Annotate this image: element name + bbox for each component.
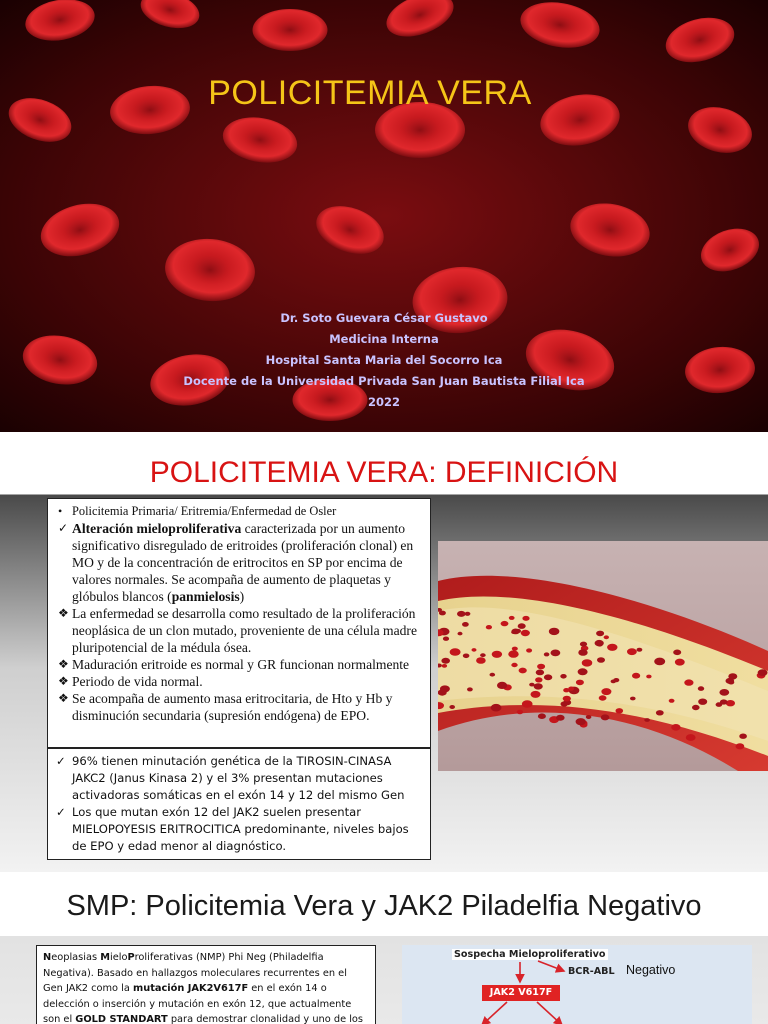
- vessel-cell-icon: [458, 632, 463, 636]
- vessel-cell-icon: [561, 701, 568, 706]
- list-item: ✓ Los que mutan exón 12 del JAK2 suelen presentar MIELOPOYESIS ERITROCITICA predominante, niveles bajos de EPO y edad menor al diagnóstico.: [56, 805, 409, 853]
- author-credits: [0, 308, 768, 413]
- vessel-cell-icon: [492, 651, 502, 658]
- list-item: • Policitemia Primaria/ Eritremia/Enfermedad de Osler: [58, 504, 337, 518]
- red-blood-cell-icon: [219, 112, 301, 168]
- vessel-cell-icon: [544, 674, 552, 680]
- definition-text-box: [47, 498, 431, 748]
- vessel-cell-icon: [671, 724, 680, 731]
- red-blood-cell-icon: [162, 235, 257, 305]
- vessel-cell-icon: [607, 644, 617, 651]
- red-blood-cell-icon: [310, 197, 391, 262]
- diamond-bullet-icon: ❖: [58, 657, 69, 671]
- list-item: ✓ Alteración mieloproliferativa caracterizada por un aumento significativo disregulado de eritroides (proliferación clonal) en MO y de la concentración de eritrocitos en SP por encima de valores normales. Se acompaña de aumento de plaquetas y glóbulos blancos (panmielosis): [58, 521, 414, 604]
- vessel-cell-icon: [604, 635, 609, 639]
- vessel-cell-icon: [438, 690, 447, 696]
- vessel-cell-icon: [476, 657, 486, 664]
- vessel-cell-icon: [511, 663, 517, 667]
- vessel-cell-icon: [515, 629, 521, 633]
- vessel-cell-icon: [441, 658, 450, 664]
- vessel-cell-icon: [646, 675, 651, 679]
- red-blood-cell-icon: [22, 0, 98, 46]
- diamond-bullet-icon: ❖: [58, 691, 69, 705]
- vessel-cell-icon: [586, 715, 592, 719]
- vessel-cell-icon: [522, 616, 529, 621]
- vessel-cell-icon: [758, 669, 768, 676]
- vessel-cell-icon: [526, 648, 532, 652]
- year: 2022: [367, 395, 400, 409]
- vessel-cell-icon: [549, 628, 560, 635]
- vessel-cell-icon: [486, 625, 492, 629]
- vessel-cell-icon: [616, 708, 624, 713]
- vessel-cell-icon: [463, 654, 470, 659]
- vessel-cell-icon: [719, 689, 729, 696]
- diamond-bullet-icon: ❖: [58, 606, 69, 620]
- red-blood-cell-icon: [566, 197, 654, 262]
- flow-node-suspect: Sospecha Mieloproliferativo: [454, 949, 606, 960]
- vessel-cell-icon: [578, 649, 587, 656]
- vessel-cell-icon: [467, 687, 473, 691]
- vessel-cell-icon: [596, 631, 604, 637]
- vessel-cell-icon: [675, 659, 685, 666]
- vessel-cell-icon: [669, 699, 675, 703]
- hospital: Hospital Santa Maria del Socorro Ica: [265, 353, 503, 367]
- vessel-cell-icon: [728, 673, 737, 679]
- vessel-cell-icon: [497, 682, 507, 689]
- vessel-cell-icon: [576, 718, 586, 725]
- vessel-cell-icon: [578, 668, 588, 675]
- vessel-cell-icon: [521, 630, 530, 636]
- checkmark-icon: ✓: [58, 521, 69, 535]
- vessel-cell-icon: [512, 647, 518, 651]
- vessel-cell-icon: [517, 710, 523, 715]
- vessel-cell-icon: [439, 611, 446, 616]
- vessel-cell-icon: [673, 650, 681, 656]
- vessel-cell-icon: [544, 652, 550, 656]
- vessel-cell-icon: [450, 648, 461, 656]
- vessel-cell-icon: [597, 657, 605, 663]
- vessel-cell-icon: [508, 650, 518, 657]
- vessel-cell-icon: [449, 705, 455, 709]
- slide-title: SMP: Policitemia Vera y JAK2 Piladelfia Negativo: [66, 890, 702, 922]
- diagnostic-flowchart: [402, 945, 752, 1024]
- vessel-cell-icon: [462, 622, 469, 627]
- vessel-cell-icon: [654, 658, 665, 666]
- list-item: ❖ Se acompaña de aumento masa eritrocitaria, de Hto y Hb y disminución secundaria (supresión endógena) de EPO.: [58, 691, 393, 723]
- vessel-cell-icon: [535, 677, 542, 682]
- red-blood-cell-icon: [517, 0, 603, 54]
- vessel-cell-icon: [601, 714, 610, 720]
- vessel-cell-icon: [522, 700, 533, 708]
- arrow-right-icon: [538, 961, 564, 971]
- arrow-branch-right-icon: [537, 1002, 562, 1024]
- vessel-cell-icon: [491, 704, 502, 712]
- vessel-cell-icon: [531, 691, 541, 698]
- vessel-cell-icon: [443, 637, 449, 641]
- vessel-cell-icon: [637, 648, 643, 652]
- vessel-cell-icon: [595, 640, 604, 646]
- vessel-cell-icon: [490, 673, 496, 677]
- arrow-branch-left-icon: [482, 1002, 507, 1024]
- vessel-cell-icon: [551, 650, 561, 657]
- vessel-cell-icon: [560, 674, 566, 679]
- list-item: ❖ Maduración eritroide es normal y GR funcionan normalmente: [58, 657, 410, 672]
- vessel-cell-icon: [582, 659, 593, 666]
- vessel-cell-icon: [472, 648, 477, 652]
- vessel-cell-icon: [599, 695, 607, 700]
- red-blood-cell-icon: [695, 221, 765, 279]
- vessel-cell-icon: [656, 710, 664, 715]
- vessel-cell-icon: [720, 699, 728, 704]
- vessel-cell-icon: [576, 680, 584, 686]
- vessel-cell-icon: [563, 696, 571, 702]
- red-blood-cell-icon: [253, 9, 328, 51]
- red-blood-cell-icon: [381, 0, 460, 45]
- list-item: ❖ La enfermedad se desarrolla como resultado de la proliferación neoplásica de un clon mutado, proveniente de una célula madre pluripotencial de la médula ósea.: [58, 606, 417, 655]
- author-name: Dr. Soto Guevara César Gustavo: [280, 311, 488, 325]
- title-slide: [0, 0, 768, 432]
- diamond-bullet-icon: ❖: [58, 674, 69, 688]
- vessel-cell-icon: [537, 664, 545, 670]
- vessel-cell-icon: [692, 705, 700, 710]
- checkmark-icon: ✓: [56, 754, 66, 768]
- flow-node-jak2: JAK2 V617F: [482, 985, 560, 1001]
- red-blood-cell-icon: [137, 0, 204, 34]
- list-item: ❖ Periodo de vida normal.: [58, 674, 203, 689]
- list-item: ✓ 96% tienen minutación genética de la TIROSIN-CINASA JAKC2 (Janus Kinasa 2) y el 3% presentan mutaciones activadoras somáticas en el exón 14 y 12 del mismo Gen: [56, 754, 405, 802]
- vessel-cell-icon: [518, 623, 526, 629]
- vessel-cell-icon: [684, 679, 693, 685]
- vessel-cell-icon: [457, 611, 466, 617]
- vessel-cell-icon: [501, 621, 509, 626]
- slide-title: POLICITEMIA VERA: [208, 74, 532, 112]
- vessel-cell-icon: [611, 680, 616, 684]
- nmp-text-box: Neoplasias MieloProliferativas (NMP) Phi Neg (Philadelfia Negativa). Basado en hallazgos moleculares recurrentes en el Gen JAK2 como la mutación JAK2V617F en el exón 14 o delección o inserción y mutación en exón 12, que actualmente son el GOLD STANDART para demostrar clonalidad y uno de los: [36, 945, 376, 1024]
- jak2-mutation-box: [47, 748, 431, 860]
- slide-divider: [0, 872, 768, 888]
- vessel-cell-icon: [698, 699, 707, 705]
- vessel-cell-icon: [736, 743, 745, 749]
- vessel-cell-icon: [480, 653, 486, 657]
- vessel-cell-icon: [536, 670, 544, 676]
- university: Docente de la Universidad Privada San Juan Bautista Filial Ica: [183, 374, 585, 388]
- red-blood-cell-icon: [35, 195, 125, 264]
- vessel-cell-icon: [630, 697, 636, 701]
- vessel-cell-icon: [580, 642, 587, 647]
- flow-node-bcr-abl: BCR-ABL: [568, 966, 615, 977]
- red-blood-cell-icon: [661, 11, 739, 70]
- slide-divider: [0, 432, 768, 448]
- vessel-cell-icon: [686, 734, 696, 741]
- checkmark-icon: ✓: [56, 805, 66, 819]
- vessel-cell-icon: [509, 616, 515, 620]
- vessel-cell-icon: [519, 668, 527, 674]
- flow-label-negative: Negativo: [626, 963, 676, 977]
- blood-vessel-image: [438, 541, 768, 771]
- slide-title: POLICITEMIA VERA: DEFINICIÓN: [149, 456, 619, 489]
- vessel-cell-icon: [632, 673, 640, 679]
- vessel-cell-icon: [627, 648, 637, 655]
- vessel-cell-icon: [644, 718, 650, 722]
- definition-slide: [0, 448, 768, 872]
- vessel-cell-icon: [568, 687, 574, 691]
- vessel-cell-icon: [534, 683, 543, 689]
- specialty: Medicina Interna: [329, 332, 439, 346]
- vessel-cell-icon: [442, 664, 447, 668]
- jak2-slide: [0, 888, 768, 1024]
- bullet-dot-icon: •: [58, 504, 63, 518]
- vessel-cell-icon: [698, 686, 704, 691]
- vessel-cell-icon: [739, 734, 747, 739]
- vessel-cell-icon: [538, 713, 546, 719]
- vessel-cell-icon: [556, 715, 565, 721]
- vessel-cell-icon: [728, 680, 734, 685]
- vessel-cell-icon: [601, 688, 611, 695]
